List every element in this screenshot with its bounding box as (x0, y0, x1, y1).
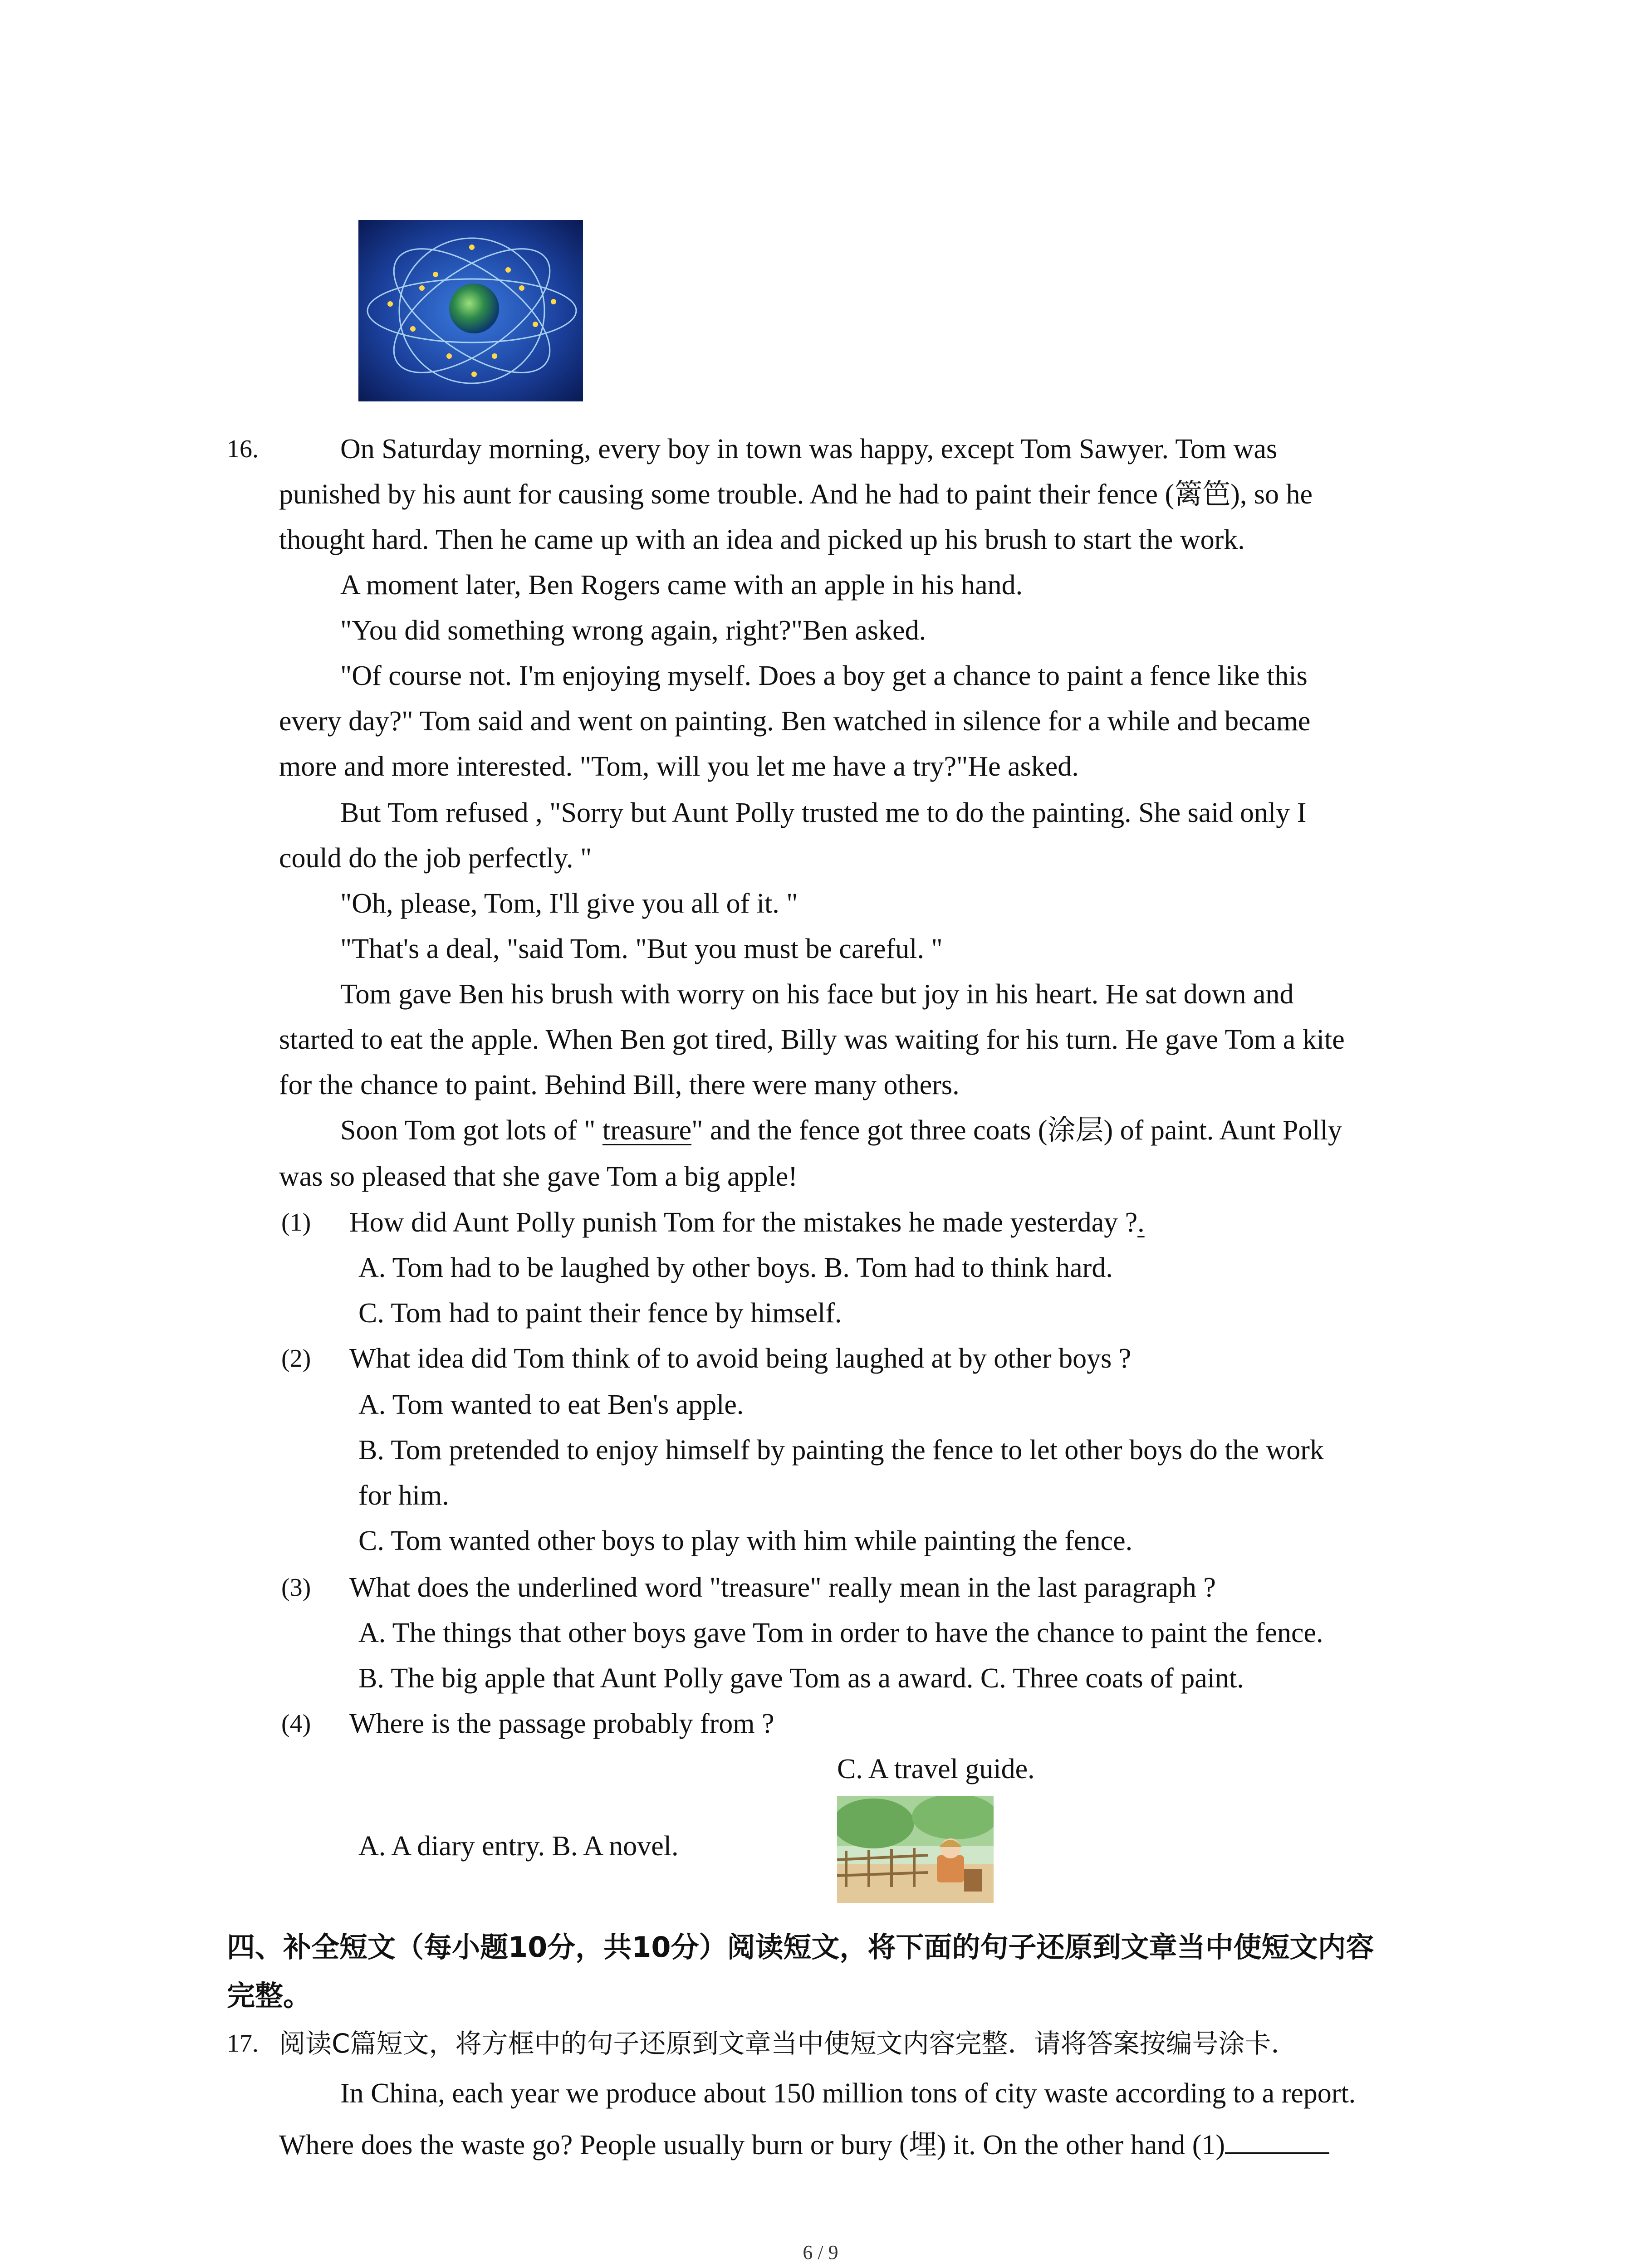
passage-line: In China, each year we produce about 150 million tons of city waste according to a report. (340, 2078, 1356, 2109)
passage-line: every day?" Tom said and went on painting. Ben watched in silence for a while and became (279, 706, 1311, 737)
passage-text: Where does the waste go? People usually burn or bury (埋) it. On the other hand (1) (279, 2130, 1225, 2160)
passage-line: could do the job perfectly. " (279, 843, 592, 874)
passage-text: Soon Tom got lots of " (340, 1115, 603, 1146)
answer-option: C. A travel guide. (837, 1754, 1035, 1784)
passage-line: A moment later, Ben Rogers came with an apple in his hand. (340, 570, 1023, 601)
subquestion-stem: What does the underlined word "treasure" really mean in the last paragraph ? (349, 1572, 1216, 1603)
passage-line: "Oh, please, Tom, I'll give you all of it. " (340, 888, 798, 919)
answer-option: A. Tom wanted to eat Ben's apple. (358, 1389, 744, 1420)
section-heading: 完整。 (227, 1979, 312, 2012)
subquestion-number: (2) (281, 1344, 311, 1373)
question-instruction: 阅读C篇短文，将方框中的句子还原到文章当中使短文内容完整．请将答案按编号涂卡． (279, 2028, 1298, 2059)
question-17-number: 17. (227, 2029, 259, 2058)
answer-option: B. The big apple that Aunt Polly gave Tom as a award. C. Three coats of paint. (358, 1663, 1244, 1694)
satellite-orbits-image (358, 220, 583, 401)
underlined-word-treasure: treasure (602, 1115, 692, 1146)
answer-option: C. Tom wanted other boys to play with him while painting the fence. (358, 1525, 1133, 1556)
passage-line: more and more interested. "Tom, will you let me have a try?"He asked. (279, 751, 1079, 782)
passage-line: "That's a deal, "said Tom. "But you must be careful. " (340, 934, 943, 964)
passage-last-paragraph (340, 1112, 1342, 1149)
question-16-number: 16. (227, 435, 259, 463)
subquestion-text: How did Aunt Polly punish Tom for the mistakes he made yesterday ? (349, 1207, 1138, 1238)
passage-line: But Tom refused , "Sorry but Aunt Polly trusted me to do the painting. She said only I (340, 797, 1307, 828)
passage-line: thought hard. Then he came up with an idea and picked up his brush to start the work. (279, 524, 1245, 555)
answer-option: A. Tom had to be laughed by other boys. B. Tom had to think hard. (358, 1252, 1113, 1283)
passage-text: " and the fence got three coats (涂层) of paint. Aunt Polly (691, 1115, 1342, 1146)
passage-line: On Saturday morning, every boy in town was happy, except Tom Sawyer. Tom was (340, 434, 1278, 464)
passage-line: started to eat the apple. When Ben got tired, Billy was waiting for his turn. He gave Tom a kite (279, 1024, 1345, 1055)
answer-option: for him. (358, 1480, 449, 1511)
subquestion-number: (4) (281, 1710, 311, 1738)
cartoon-illustration-image (837, 1796, 994, 1903)
answer-option: A. A diary entry. B. A novel. (358, 1831, 679, 1862)
page-number: 6 / 9 (803, 2241, 838, 2263)
passage-line (279, 2125, 1329, 2163)
subquestion-stem (349, 1204, 1145, 1241)
passage-line: was so pleased that she gave Tom a big apple! (279, 1161, 798, 1192)
subquestion-number: (3) (281, 1574, 311, 1602)
answer-option: B. Tom pretended to enjoy himself by painting the fence to let other boys do the work (358, 1435, 1324, 1466)
answer-option: C. Tom had to paint their fence by himself. (358, 1298, 842, 1329)
section-heading: 四、补全短文（每小题10分，共10分）阅读短文，将下面的句子还原到文章当中使短文内容 (227, 1931, 1374, 1964)
passage-line: for the chance to paint. Behind Bill, there were many others. (279, 1070, 960, 1100)
subquestion-stem: Where is the passage probably from ? (349, 1708, 774, 1739)
passage-line: Tom gave Ben his brush with worry on his face but joy in his heart. He sat down and (340, 979, 1294, 1010)
passage-line: "Of course not. I'm enjoying myself. Does a boy get a chance to paint a fence like this (340, 660, 1308, 691)
passage-line: punished by his aunt for causing some trouble. And he had to paint their fence (篱笆), so he (279, 479, 1313, 510)
subquestion-stem: What idea did Tom think of to avoid being laughed at by other boys ? (349, 1343, 1132, 1374)
subquestion-stem-tail: . (1137, 1207, 1145, 1238)
cartoon-illustration-icon (837, 1796, 994, 1903)
answer-option: A. The things that other boys gave Tom in order to have the chance to paint the fence. (358, 1618, 1323, 1648)
answer-blank (1225, 2125, 1329, 2154)
passage-line: "You did something wrong again, right?"Ben asked. (340, 615, 926, 646)
subquestion-number: (1) (281, 1208, 311, 1237)
satellite-orbits-earth-icon (358, 220, 583, 401)
